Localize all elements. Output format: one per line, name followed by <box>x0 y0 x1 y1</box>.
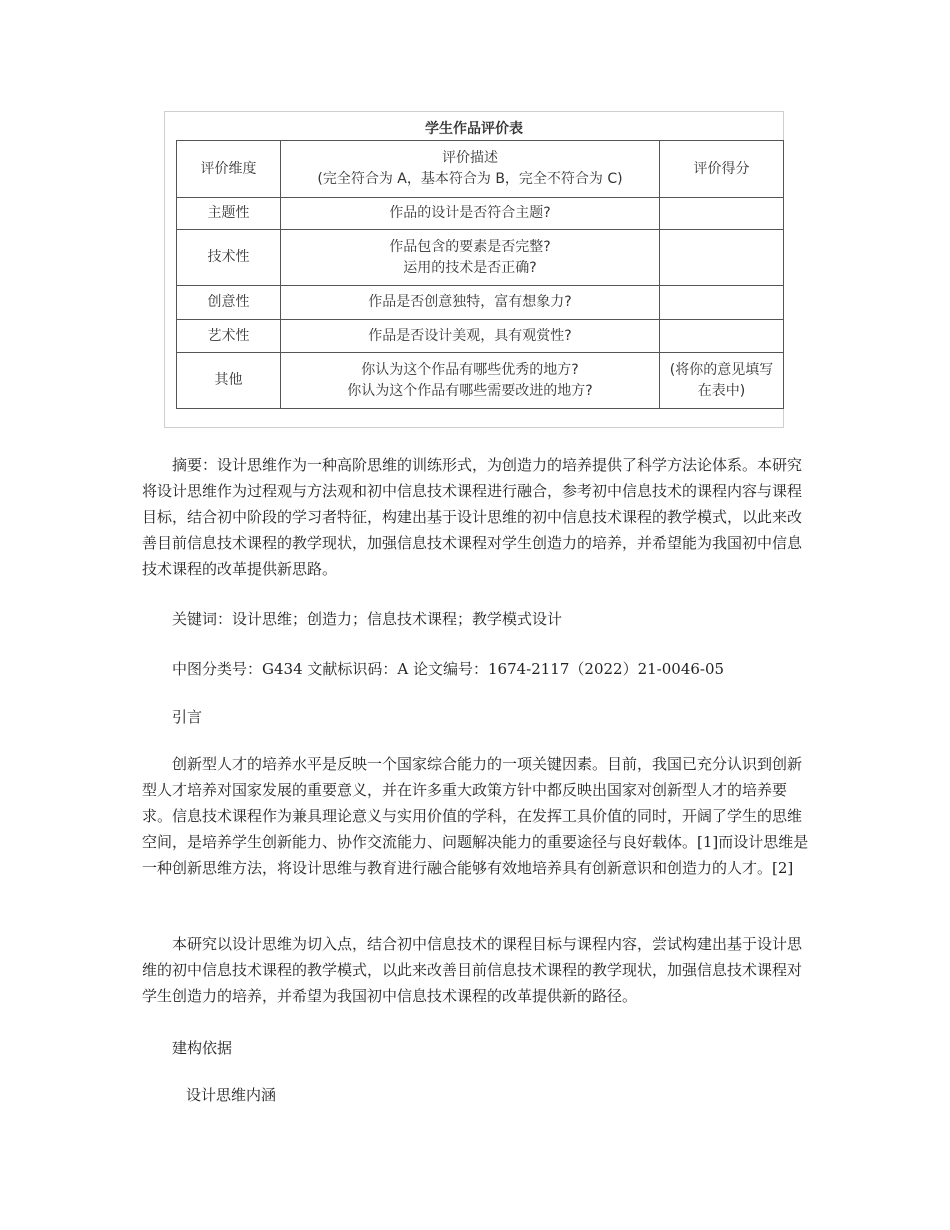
figure-title: 学生作品评价表 <box>425 121 523 137</box>
row-dimension: 主题性 <box>177 198 281 230</box>
evaluation-table <box>176 140 784 409</box>
row-description-line1: 作品是否设计美观，具有观赏性? <box>368 327 572 344</box>
row-description-line2: 你认为这个作品有哪些需要改进的地方? <box>347 382 593 399</box>
row-description-line1: 作品包含的要素是否完整? <box>389 238 551 255</box>
intro-paragraph-2: 本研究以设计思维为切入点，结合初中信息技术的课程目标与课程内容，尝试构建出基于设计思维的初中信息技术课程的教学模式，以此来改善目前信息技术课程的教学现状，加强信息技术课程对学生创造力的培养，并希望为我国初中信息技术课程的改革提供新的路径。 <box>142 935 803 1005</box>
intro-paragraph-1: 创新型人才的培养水平是反映一个国家综合能力的一项关键因素。目前，我国已充分认识到创新型人才培养对国家发展的重要意义，并在许多重大政策方针中都反映出国家对创新型人才的培养要求。信息技术课程作为兼具理论意义与实用价值的学科，在发挥工具价值的同时，开阔了学生的思维空间，是培养学生创新能力、协作交流能力、问题解决能力的重要途径与良好载体。[1]而设计思维是一种创新思维方法，将设计思维与教育进行融合能够有效地培养具有创新意识和创造力的人才。[2] <box>142 755 809 877</box>
row-description <box>281 353 660 409</box>
row-score <box>660 286 784 320</box>
row-description <box>281 198 660 230</box>
row-description <box>281 230 660 286</box>
row-description-line2: 运用的技术是否正确? <box>403 259 537 276</box>
row-score: (将你的意见填写在表中) <box>660 353 784 409</box>
row-dimension: 创意性 <box>177 286 281 320</box>
header-description <box>281 141 660 198</box>
row-description-line1: 作品是否创意独特，富有想象力? <box>368 294 572 310</box>
table-row <box>177 230 784 286</box>
row-score <box>660 198 784 230</box>
table-row <box>177 198 784 230</box>
header-description-line2: (完全符合为 A，基本符合为 B，完全不符合为 C) <box>317 171 623 187</box>
row-description-line1: 你认为这个作品有哪些优秀的地方? <box>361 361 579 378</box>
row-description-line1: 作品的设计是否符合主题? <box>389 205 551 221</box>
table-row <box>177 320 784 353</box>
row-dimension: 技术性 <box>177 230 281 286</box>
row-score <box>660 320 784 353</box>
header-description-line1: 评价描述 <box>442 150 498 166</box>
heading-construction-basis: 建构依据 <box>172 1039 233 1057</box>
table-row <box>177 353 784 409</box>
table-header-row <box>177 141 784 198</box>
row-dimension: 艺术性 <box>177 320 281 353</box>
row-description <box>281 320 660 353</box>
evaluation-table-figure <box>164 111 784 428</box>
heading-introduction: 引言 <box>172 708 203 726</box>
row-description <box>281 286 660 320</box>
heading-design-thinking-meaning: 设计思维内涵 <box>186 1086 277 1104</box>
classification-line: 中图分类号：G434 文献标识码：A 论文编号：1674-2117（2022）21-0046-05 <box>172 660 725 678</box>
table-row <box>177 286 784 320</box>
abstract-paragraph: 摘要：设计思维作为一种高阶思维的训练形式，为创造力的培养提供了科学方法论体系。本研究将设计思维作为过程观与方法观和初中信息技术课程进行融合，参考初中信息技术的课程内容与课程目标，结合初中阶段的学习者特征，构建出基于设计思维的初中信息技术课程的教学模式，以此来改善目前信息技术课程的教学现状，加强信息技术课程对学生创造力的培养，并希望能为我国初中信息技术课程的改革提供新思路。 <box>142 456 803 578</box>
header-score: 评价得分 <box>660 141 784 198</box>
row-score <box>660 230 784 286</box>
keywords-line: 关键词：设计思维；创造力；信息技术课程；教学模式设计 <box>172 610 563 628</box>
header-dimension: 评价维度 <box>177 141 281 198</box>
row-dimension: 其他 <box>177 353 281 409</box>
